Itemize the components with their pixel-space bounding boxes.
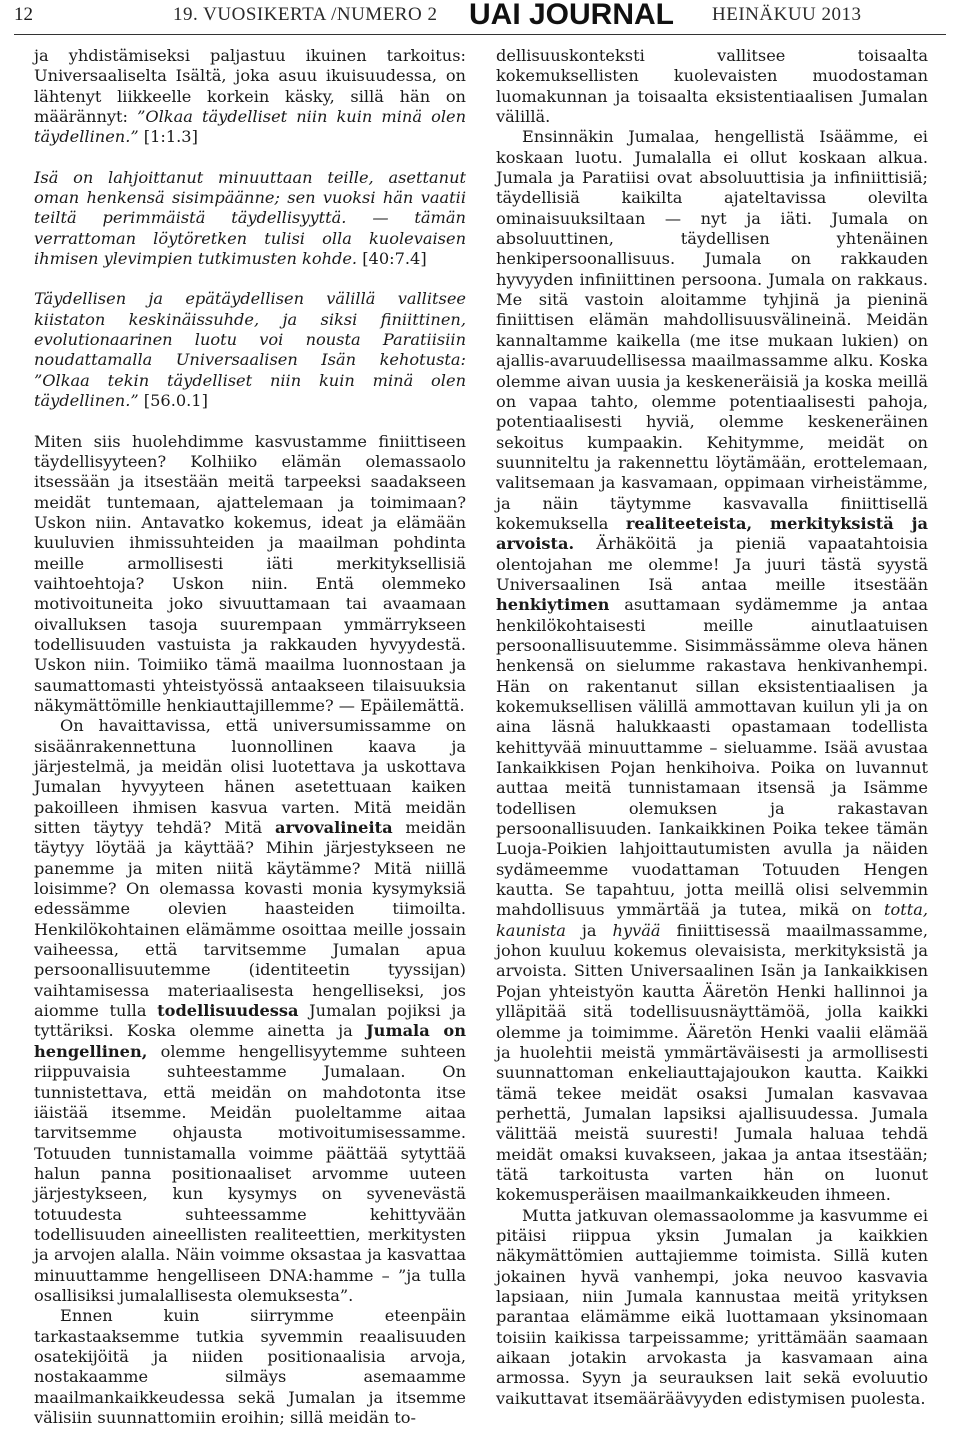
italic-term-2: hyvää — [612, 920, 661, 940]
bold-term-4: realiteeteista, merkityksistä ja arvoista. — [496, 513, 928, 554]
left-column — [34, 46, 466, 1428]
paragraph-universe: On havaittavissa, että universumissamme on sisäänrakennettuna luonnollinen kaava ja järjestelmä, ja meidän olisi luotettava ja uskottava Jumalan hyvyyteen hänen asetettuaan kaiken pakoilleen ihmisen kasvua varten. Mitä meidän sitten täytyy tehdä? Mitä arvovalineita meidän täytyy löytää ja käyttää? Mihin järjestykseen ne panemme ja miten niitä käytämme? Mitä niillä loisimme? On olemassa kovasti monia kysymyksiä edessämme olevien haasteiden tiimoilta. Henkilökohtainen elämämme osoittaa meille jossain vaiheessa, että tarvitsemme Jumalan apua persoonallisuutemme (identiteetin tyyssijan) vaihtamisessa materiaalisesta hengelliseksi, jos aiomme tulla todellisuudessa Jumalan pojiksi ja tyttäriksi. Koska olemme ainetta ja Jumala on hengellinen, olemme hengellisyytemme suhteen riippuvaisia suhteestamme Jumalaan. On tunnistettava, että meidän on mahdotonta itse iäistää itsemme. Meidän puoleltamme aitaa tarvitsemme ohjausta motivoitumisessamme. Totuuden tunnistamalla voimme päättää sytyttää halun panna positionaaliset arvomme uuteen järjestykseen, kun kysymys on syvenevästä totuudesta suhteessamme kehittyvään todellisuuden aineellisten realiteettien, merkitysten ja arvojen alalla. Näin voimme oksastaa ja kasvattaa minuuttamme hengelliseen DNA:hamme – ”ja tulla osallisiksi jumalallisesta olemuksesta”. — [34, 716, 466, 1305]
issue-date: HEINÄKUU 2013 — [712, 4, 862, 25]
page-header — [0, 0, 960, 34]
bold-term-2: todellisuudessa — [157, 1001, 299, 1021]
bold-term-3: Jumala on hengellinen, — [34, 1021, 466, 1061]
header-rule — [14, 34, 946, 35]
bold-term-1: arvovalineita — [275, 818, 393, 838]
block-quote-2: Täydellisen ja epätäydellisen välillä vallitsee kiistaton keskinäissuhde, ja siksi finiittinen, evolutionaarinen luotu voi nousta Paratiisiin noudattamalla Universaalisen Isän kehotusta: ”Olkaa tekin täydelliset niin kuin minä olen täydellinen.” [56.0.1] — [34, 289, 466, 411]
page-number: 12 — [14, 4, 33, 25]
paragraph-questions: Miten siis huolehdimme kasvustamme finiittiseen täydellisyyteen? Kolhiiko elämän olemassaolo itsessään ja itsestään meitä tarpeeksi saadakseen meidät tuntemaan, ajattelemaan ja toimimaan? Uskon niin. Antavatko kokemus, ideat ja elämään kuuluvien ihmissuhteiden ja maailman pohdinta meille armollisesti iäti merkityksellisiä vaihtoehtoja? Uskon niin. Entä olemmeko motivoituneita joko sivuuttamaan tai avaamaan oivalluksen tasoja suurempaan ymmärrykseen todellisuuden vastuista ja rakkauden hyvyydestä. Uskon niin. Toimiiko tämä maailma luonnostaan ja saumattomasti yhteistyössä antaakseen tilaisuuksia näkymättömille henkiauttajillemme? — Epäilemättä. — [34, 431, 466, 715]
quote-1-ref: [40:7.4] — [357, 249, 427, 269]
paragraph-intro: ja yhdistämiseksi paljastuu ikuinen tarkoitus: Universaaliselta Isältä, joka asuu ikuisuudessa, on lähtenyt liikkeelle korkein käsky, sillä hän on määrännyt: ”Olkaa täydelliset niin kuin minä olen täydellinen.” [1:1.3] — [34, 46, 467, 147]
italic-term-1: totta, kaunista — [496, 900, 928, 940]
right-column — [496, 46, 928, 1409]
journal-title: UAI JOURNAL — [469, 0, 675, 31]
paragraph-before-moving: Ennen kuin siirrymme eteenpäin tarkastaaksemme tutkia syvemmin reaalisuuden osatekijöitä ja niiden positionaalisia arvoja, nostakaamme silmäys asemaamme maailmankaikkeudessa sekä Jumalan ja itsemme välisiin suunnattomiin eroihin; sillä meidän to- — [34, 1306, 466, 1427]
volume-issue: 19. VUOSIKERTA /NUMERO 2 — [173, 4, 438, 25]
quote-2-ref: [56.0.1] — [138, 391, 208, 411]
paragraph-god: Ensinnäkin Jumalaa, hengellistä Isäämme, ei koskaan luotu. Jumalalla ei ollut koskaan alkua. Jumala ja Paratiisi ovat absoluuttisia ja infiniittisiä; täydellisiä kaikilta ajateltavissa olevilta ominaisuuksiltaan — nyt ja iäti. Jumala on absoluuttinen, täydellisen yhtenäinen henkipersoonallisuus. Jumala on rakkauden hyvyyden infiniittinen persoona. Jumala on rakkaus. Me sitä vastoin aloitamme tyhjinä ja pieninä finiittisen elämän mahdollisuusvälineinä. Meidän kannaltamme kaikella (me itse mukaan lukien) on ajallis-avaruudellisessa maailmassamme alku. Koska olemme aivan uusia ja keskeneräisiä ja koska meillä on vapaa tahto, olemme potentiaalisesti pahoja, potentiaalisesti hyviä, olemme keskeneräinen sekoitus kumpaakin. Kehitymme, meidät on suunniteltu ja rakennettu löytämään, erottelemaan, valitsemaan ja kasvamaan, oppimaan virheistämme, ja näin täytymme kasvavalla finiittisellä kokemuksella realiteeteista, merkityksistä ja arvoista. Ärhäköitä ja pieniä vapaatahtoisia olentojahan me olemme! Ja juuri tästä syystä Universaalinen Isä antaa meille itsestään henkiytimen asuttamaan sydämemme ja antaa henkilökohtaisesti meille ainutlaatuisen persoonallisuutemme. Sisimmässämme oleva hänen henkensä on sielumme rakastava henkivanhempi. Hän on rakentanut sillan eksistentiaalisen ja kokemuksellisen välillä ammottavan kuilun yli ja on aina läsnä halukkaasti opastamaan todellista kehittyvää minuuttamme – sieluamme. Isää avustaa Iankaikkisen Pojan henkihoiva. Poika on luvannut auttaa meitä tunnistamaan itsensä ja Isämme todellisen olemuksen ja rakastavan persoonallisuuden. Iankaikkinen Poika tekee tämän Luoja-Poikien lahjoittautumisten avulla ja näiden sydämeemme vuodattaman Totuuden Hengen kautta. Se tapahtuu, jotta meillä olisi selvemmin mahdollisuus ymmärtää ja tutea, mikä on totta, kaunista ja hyvää finiittisessä maailmassamme, johon kuuluu kokemus olevaisista, merkityksistä ja arvoista. Sitten Universaalinen Isän ja Iankaikkisen Pojan yhteistyön kautta Ääretön Henki hallinnoi ja ylläpitää sitä todellisuusnäyttämöä, jolla kaikki olemme ja toimimme. Ääretön Henki vaalii elämää ja huolehtii meistä ymmärtäväisesti ja armollisesti suunnattoman enkeliauttajajoukon kautta. Kaikki tämä tekee meidät osaksi Jumalan kasvavaa perhettä, Jumalan lapsiksi ajallisuudessa. Jumala välittää meistä suuresti! Jumala haluaa tehdä meidät omaksi kuvakseen, jakaa ja antaa itsestään; tätä tarkoitusta varten hän on luonut kokemusperäisen maailmankaikkeuden ihmeen. — [496, 127, 929, 1205]
block-quote-1: Isä on lahjoittanut minuuttaan teille, asettanut oman henkensä sisimpäänne; sen vuoksi hän vaatii teiltä perimmäistä täydellisyyttä. — tämän verrattoman löytöretken tulisi olla kuolevaisen ihmisen ylevimpien tutkimusten kohde. [40:7.4] — [34, 167, 466, 269]
intro-ref: [1:1.3] — [138, 127, 198, 147]
bold-term-5: henkiytimen — [496, 595, 610, 615]
intro-quote: ”Olkaa täydelliset niin kuin minä olen täydellinen.” — [34, 107, 467, 147]
paragraph-growth: Mutta jatkuvan olemassaolomme ja kasvumme ei pitäisi riippua yksin Jumalan ja kaikkien näkymättömien auttajiemme toimista. Sillä kuten jokainen hyvä vanhempi, joka neuvoo kasvavia lapsiaan, niin Jumala kannustaa meitä yrityksen parantaa elämämme eikä luottamaan yksinomaan toisiin kaikissa tarpeissamme; yrittämään saamaan aikaan jotakin arvokasta ja kasvamaan aina armossa. Syyn ja seurauksen lait sekä evoluutio vaikuttavat itsemääräävyyden edistymisen puolesta. — [496, 1205, 928, 1408]
paragraph-continuation: dellisuuskonteksti vallitsee toisaalta kokemuksellisten kuolevaisten muodostaman luomakunnan ja toisaalta eksistentiaalisen Jumalan välillä. — [496, 46, 928, 127]
